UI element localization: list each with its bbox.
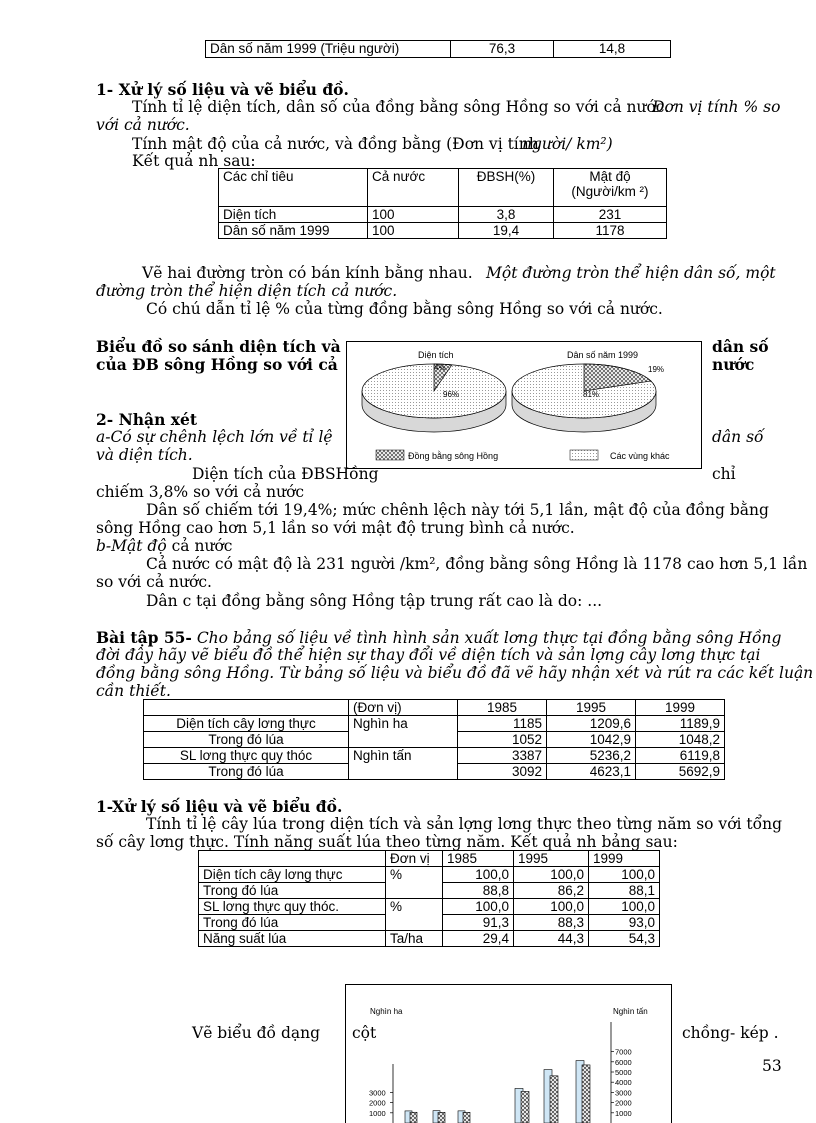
sec2-b2: Cả nước có mật độ là 231 người /km², đồng bằng sông Hồng là 1178 cao hơn 5,1 lần	[146, 555, 808, 573]
top-row-v2: 14,8	[554, 41, 671, 58]
pie2-label-large: 81%	[583, 390, 600, 399]
table-row: Diện tích cây lơng thực % 100,0 100,0 100,0	[199, 867, 660, 883]
sec2-a3: Diện tích của ĐBSHồng	[192, 465, 379, 483]
sec2-a1r: dân số	[712, 428, 764, 446]
bottom-left-text: Vẽ biểu đồ dạng	[192, 1024, 321, 1042]
sec1-line2a: Tính mật độ của cả nước, và đồng bằng (Đơn vị tính	[132, 135, 539, 153]
table-row: Năng suất lúa Ta/ha 29,4 44,3 54,3	[199, 931, 660, 947]
sec2-a4: chiếm 3,8% so với cả nước	[96, 483, 305, 501]
density-table	[218, 168, 667, 239]
table-row: SL lơng thực quy thóc. % 100,0 100,0 100,0	[199, 899, 660, 915]
bar-area-rice	[463, 1112, 470, 1123]
pie1-label-large: 96%	[443, 390, 460, 399]
section3-title: 1-Xử lý số liệu và vẽ biểu đồ.	[96, 797, 343, 816]
table-row: Trong đó lúa 88,8 86,2 88,1	[199, 883, 660, 899]
table-row: SL lơng thực quy thóc Nghìn tấn 3387 5236,2 6119,8	[144, 748, 725, 764]
table-row: Trong đó lúa 3092 4623,1 5692,9	[144, 764, 725, 780]
production-table: (Đơn vị) 1985 1995 1999 Diện tích cây lơng thực Nghìn ha 1185 1209,6 1189,9 Trong đó lúa 1052 1042,9 1048,2 SL lơng thực quy thóc Nghìn tấn 3387 5236,2 6119,8 Trong đó lúa 3092 4623,1 5692,9	[143, 699, 725, 780]
ex55-line1: Bài tập 55- Cho bảng số liệu về tình hình sản xuất lơng thực tại đồng bằng sông Hồng	[96, 628, 782, 647]
sec2-b1: b-Mật độ cả nước	[96, 537, 233, 555]
pie-para-1a: Vẽ hai đường tròn có bán kính bằng nhau.	[142, 264, 473, 282]
bar-production-rice	[521, 1091, 529, 1123]
right-tick-label: 6000	[615, 1057, 632, 1067]
right-tick-label: 3000	[615, 1088, 632, 1098]
table-row: Dân số năm 1999 100 19,4 1178	[219, 223, 667, 239]
pie-caption-left2: của ĐB sông Hồng so với cả	[96, 355, 338, 374]
sec2-a2: và diện tích.	[96, 446, 193, 464]
sec1-line1a: Tính tỉ lệ diện tích, dân số của đồng bằng sông Hồng so với cả nước.	[132, 98, 670, 116]
table-row: Diện tích 100 3,8 231	[219, 207, 667, 223]
right-tick-label: 4000	[615, 1078, 632, 1088]
sec3-line2: số cây lơng thực. Tính năng suất lúa theo từng năm. Kết quả nh bảng sau:	[96, 833, 678, 851]
t1-h2: ĐBSH(%)	[459, 169, 554, 207]
sec2-b4: Dân c tại đồng bằng sông Hồng tập trung rất cao là do: ...	[146, 592, 603, 610]
sec2-a3r: chỉ	[712, 465, 736, 483]
sec2-b3: so với cả nước.	[96, 573, 212, 591]
top-row-table	[205, 40, 671, 58]
ex55-line4: cần thiết.	[96, 682, 171, 700]
legend-swatch-other	[570, 450, 598, 460]
sec2-a5: Dân số chiếm tới 19,4%; mức chênh lệch này tới 5,1 lần, mật độ của đồng bằng	[146, 501, 769, 519]
right-tick-label: 5000	[615, 1068, 632, 1077]
ex55-line2: đời đây hãy vẽ biểu đồ thể hiện sự thay đổi về diện tích và sản lợng cây lơng thực tại	[96, 646, 761, 664]
bar-area-rice	[438, 1112, 445, 1123]
legend-label-dbsh: Đồng bằng sông Hồng	[408, 451, 499, 461]
pie-caption-left1: Biểu đồ so sánh diện tích và	[96, 337, 341, 356]
pie-caption-right2: nước	[712, 355, 755, 374]
section2-title: 2- Nhận xét	[96, 410, 198, 429]
bottom-mid-text: cột	[352, 1024, 377, 1042]
sec2-a6: sông Hồng cao hơn 5,1 lần so với mật độ trung bình cả nước.	[96, 519, 575, 537]
pie-para-2: đường tròn thể hiện diện tích cả nước.	[96, 282, 398, 300]
bar-production-rice	[550, 1076, 558, 1123]
left-tick-label: 1000	[369, 1108, 386, 1118]
right-tick-label: 1000	[615, 1108, 632, 1118]
legend-label-other: Các vùng khác	[610, 451, 670, 461]
t1-h3: Mật độ (Người/km ²)	[554, 169, 667, 207]
sec2-a1: a-Có sự chênh lệch lớn về tỉ lệ	[96, 428, 333, 446]
pie2-title: Dân số năm 1999	[567, 350, 639, 360]
bar-left-axis-label: Nghìn ha	[370, 1007, 403, 1016]
pie-para-1b: Một đường tròn thể hiện dân số, một	[486, 264, 776, 282]
top-row-v1: 76,3	[451, 41, 554, 58]
table-row: Trong đó lúa 1052 1042,9 1048,2	[144, 732, 725, 748]
pie1-label-small: 4%	[434, 363, 446, 372]
sec1-line2b: người/ km²)	[522, 135, 613, 153]
page-number: 53	[762, 1057, 782, 1075]
bar-production-rice	[582, 1065, 590, 1123]
ex55-line3: đồng bằng sông Hồng. Từ bảng số liệu và biểu đồ đã vẽ hãy nhận xét và rút ra các kết luận	[96, 664, 814, 682]
sec1-line3: Kết quả nh sau:	[132, 152, 256, 170]
bottom-right-text: chồng- kép .	[682, 1024, 779, 1042]
bar-chart	[345, 984, 672, 1123]
pie1-title: Diện tích	[418, 350, 454, 360]
sec3-line1: Tính tỉ lệ cây lúa trong diện tích và sản lợng lơng thực theo từng năm so với tổng	[146, 815, 783, 833]
pie-para-3: Có chú dẫn tỉ lệ % của từng đồng bằng sông Hồng so với cả nước.	[146, 300, 663, 318]
percentage-table: Đơn vị 1985 1995 1999 Diện tích cây lơng thực % 100,0 100,0 100,0 Trong đó lúa 88,8 86,2 88,1 SL lơng thực quy thóc. % 100,0 100,0 100,0 Trong đó lúa 91,3 88,3 93,0 Năng suất lúa Ta/ha 29,4 44,3 54,3	[198, 850, 660, 947]
legend-swatch-dbsh	[376, 450, 404, 460]
left-tick-label: 2000	[369, 1098, 386, 1108]
bar-right-axis-label: Nghìn tấn	[613, 1007, 648, 1016]
right-tick-label: 7000	[615, 1047, 632, 1057]
sec1-line1c: với cả nước.	[96, 116, 190, 134]
pie-chart	[346, 341, 702, 469]
pie2-label-small: 19%	[648, 365, 665, 374]
table-row: Diện tích cây lơng thực Nghìn ha 1185 1209,6 1189,9	[144, 716, 725, 732]
bar-area-rice	[410, 1112, 417, 1123]
left-tick-label: 3000	[369, 1088, 386, 1098]
section1-title: 1- Xử lý số liệu và vẽ biểu đồ.	[96, 80, 349, 99]
top-row-label: Dân số năm 1999 (Triệu người)	[206, 41, 451, 58]
table-row: Trong đó lúa 91,3 88,3 93,0	[199, 915, 660, 931]
pie-caption-right1: dân số	[712, 337, 769, 356]
t1-h1: Cả nước	[368, 169, 459, 207]
t1-h0: Các chỉ tiêu	[219, 169, 368, 207]
sec1-line1b: Đơn vị tính % so	[652, 98, 781, 116]
right-tick-label: 2000	[615, 1098, 632, 1108]
